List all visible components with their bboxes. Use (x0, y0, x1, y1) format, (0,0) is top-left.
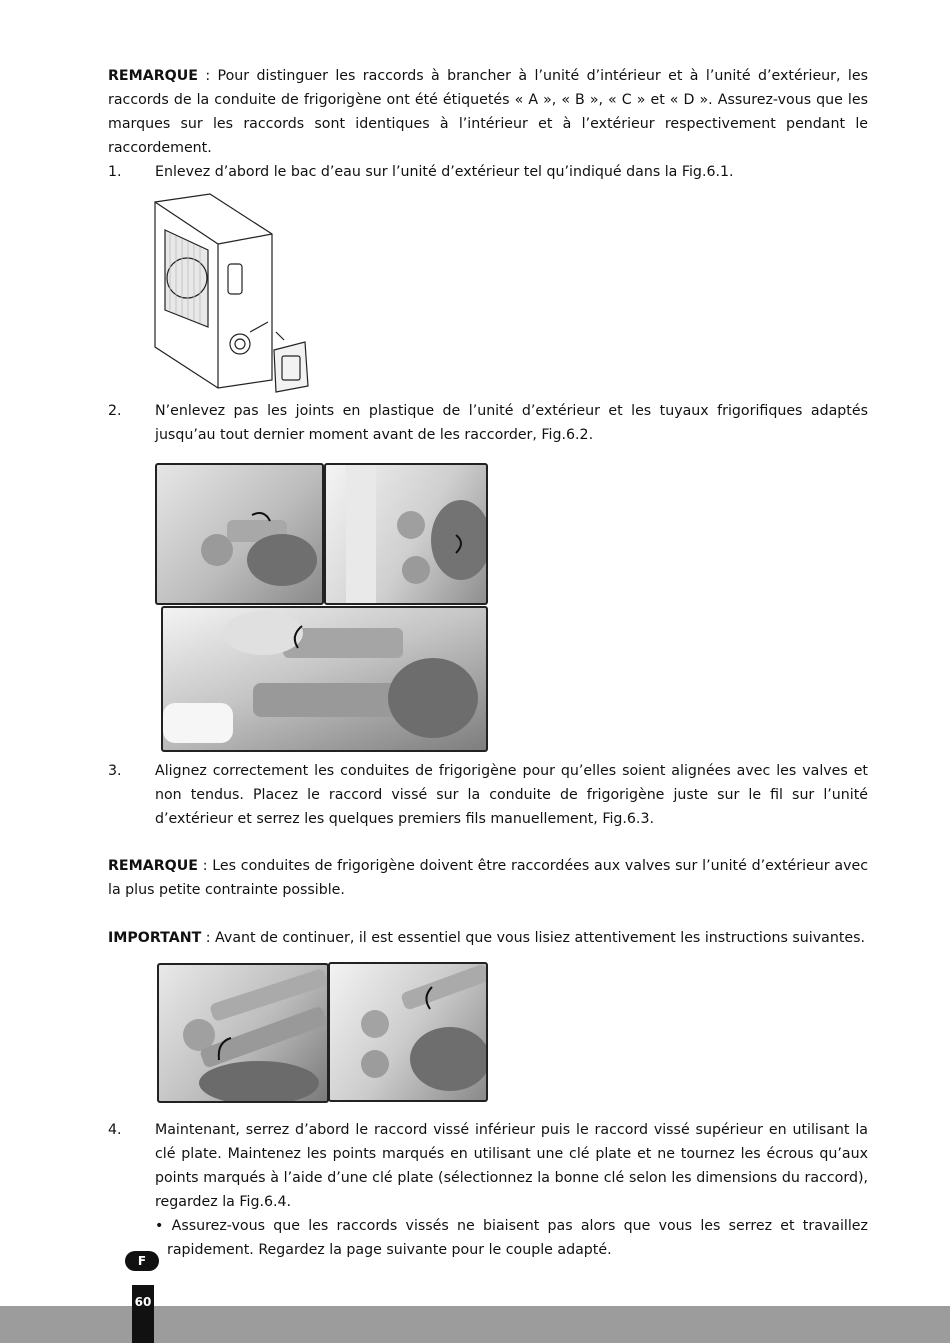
important-label: IMPORTANT (108, 930, 202, 946)
step-number: 2. (108, 403, 122, 419)
valve-photo (157, 963, 329, 1103)
page-number: 60 (132, 1285, 154, 1343)
step-text: N’enlevez pas les joints en plastique de l’unité d’extérieur et les tuyaux frigorifiques adaptés jusqu’au tout dernier moment avant de les raccorder, Fig.6.2. (155, 403, 868, 443)
remarque-paragraph (108, 854, 868, 902)
outdoor-unit-drawing (150, 192, 320, 397)
valve-photo (324, 463, 488, 605)
step-text: Maintenant, serrez d’abord le raccord vissé inférieur puis le raccord vissé supérieur en utilisant la clé plate. Maintenez les points marqués en utilisant une clé plate et ne tournez les écrous qu’aux points marqués à l’aide d’une clé plate (sélectionnez la bonne clé selon les dimensions du raccord), regardez la Fig.6.4. (155, 1122, 868, 1210)
valve-photo (328, 962, 488, 1102)
important-text: : Avant de continuer, il est essentiel que vous lisiez attentivement les instructions suivantes. (201, 930, 866, 946)
bullet-note: • Assurez-vous que les raccords vissés ne biaisent pas alors que vous les serrez et travaillez rapidement. Regardez la page suivante pour le couple adapté. (155, 1218, 868, 1258)
remarque-text: : Pour distinguer les raccords à brancher à l’unité d’intérieur et à l’unité d’extérieur, les raccords de la conduite de frigorigène ont été étiquetés « A », « B », « C » et « D ». Assurez-vous que les marques sur les raccords sont identiques à l’intérieur et à l’extérieur respectivement pendant le raccordement. (108, 68, 868, 156)
pipe-photo (161, 606, 488, 752)
step-text: Enlevez d’abord le bac d’eau sur l’unité d’extérieur tel qu’indiqué dans la Fig.6.1. (155, 164, 734, 180)
valve-photo (155, 463, 324, 605)
remarque-paragraph (108, 64, 868, 160)
step-number: 1. (108, 164, 122, 180)
important-paragraph (108, 926, 868, 950)
step-text: Alignez correctement les conduites de frigorigène pour qu’elles soient alignées avec les valves et non tendus. Placez le raccord vissé sur la conduite de frigorigène juste sur le fil sur l’unité d’extérieur et serrez les quelques premiers fils manuellement, Fig.6.3. (155, 763, 868, 827)
step-number: 3. (108, 763, 122, 779)
step-number: 4. (108, 1122, 122, 1138)
language-badge: F (125, 1251, 159, 1271)
remarque-label: REMARQUE (108, 68, 198, 84)
remarque-text: : Les conduites de frigorigène doivent être raccordées aux valves sur l’unité d’extérieur avec la plus petite contrainte possible. (108, 858, 868, 898)
remarque-label: REMARQUE (108, 858, 198, 874)
